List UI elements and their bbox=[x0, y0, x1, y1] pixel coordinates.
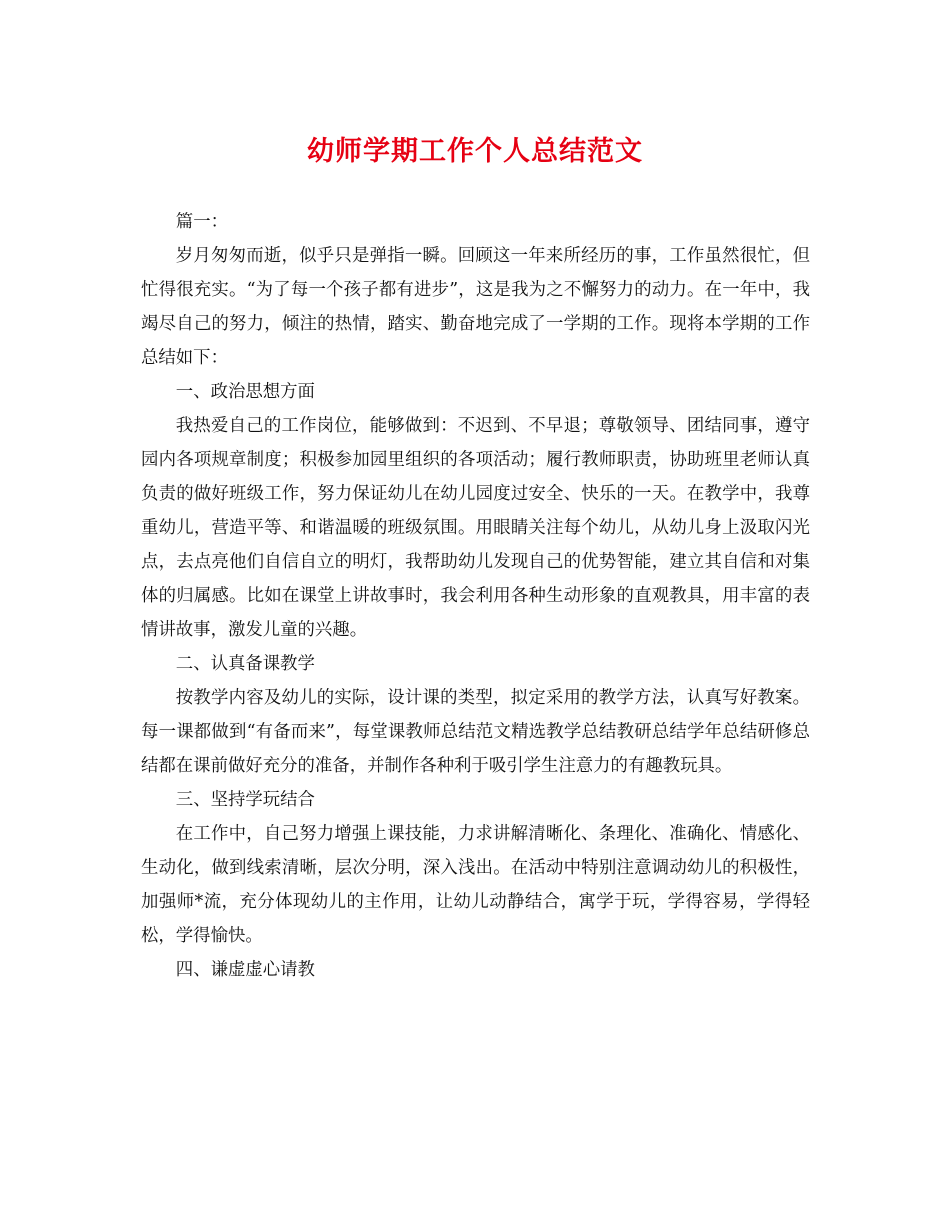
heading-lesson-prep: 二、认真备课教学 bbox=[175, 654, 315, 674]
section-label: 篇一： bbox=[175, 212, 228, 232]
paragraph-politics: 我热爱自己的工作岗位，能够做到：不迟到、不早退；尊敬领导、团结同事，遵守园内各项规章制度；积极参加园里组织的各项活动；履行教师职责，协助班里老师认真负责的做好班级工作，努力保证幼儿在幼儿园度过安全、快乐的一天。在教学中，我尊重幼儿，营造平等、和谐温暖的班级氛围。用眼睛关注每个幼儿，从幼儿身上汲取闪光点，去点亮他们自信自立的明灯，我帮助幼儿发现自己的优势智能，建立其自信和对集体的归属感。比如在课堂上讲故事时，我会利用各种生动形象的直观教具，用丰富的表情讲故事，激发儿童的兴趣。 bbox=[141, 416, 810, 640]
heading-politics: 一、政治思想方面 bbox=[175, 382, 315, 402]
paragraph-learn-play: 在工作中，自己努力增强上课技能，力求讲解清晰化、条理化、准确化、情感化、生动化，做到线索清晰，层次分明，深入浅出。在活动中特别注意调动幼儿的积极性，加强师*流，充分体现幼儿的主作用，让幼儿动静结合，寓学于玩，学得容易，学得轻松，学得愉快。 bbox=[141, 824, 810, 946]
paragraph-lesson-prep: 按教学内容及幼儿的实际，设计课的类型，拟定采用的教学方法，认真写好教案。每一课都做到“有备而来”，每堂课教师总结范文精选教学总结教研总结学年总结研修总结都在课前做好充分的准备，并制作各种利于吸引学生注意力的有趣教玩具。 bbox=[141, 688, 810, 776]
heading-humility: 四、谦虚虚心请教 bbox=[175, 960, 315, 980]
document-title: 幼师学期工作个人总结范文 bbox=[307, 136, 643, 167]
paragraph-intro: 岁月匆匆而逝，似乎只是弹指一瞬。回顾这一年来所经历的事，工作虽然很忙，但忙得很充实。“为了每一个孩子都有进步”，这是我为之不懈努力的动力。在一年中，我竭尽自己的努力，倾注的热情，踏实、勤奋地完成了一学期的工作。现将本学期的工作总结如下： bbox=[141, 246, 810, 368]
heading-learn-play: 三、坚持学玩结合 bbox=[175, 790, 315, 810]
document-body bbox=[141, 205, 810, 987]
